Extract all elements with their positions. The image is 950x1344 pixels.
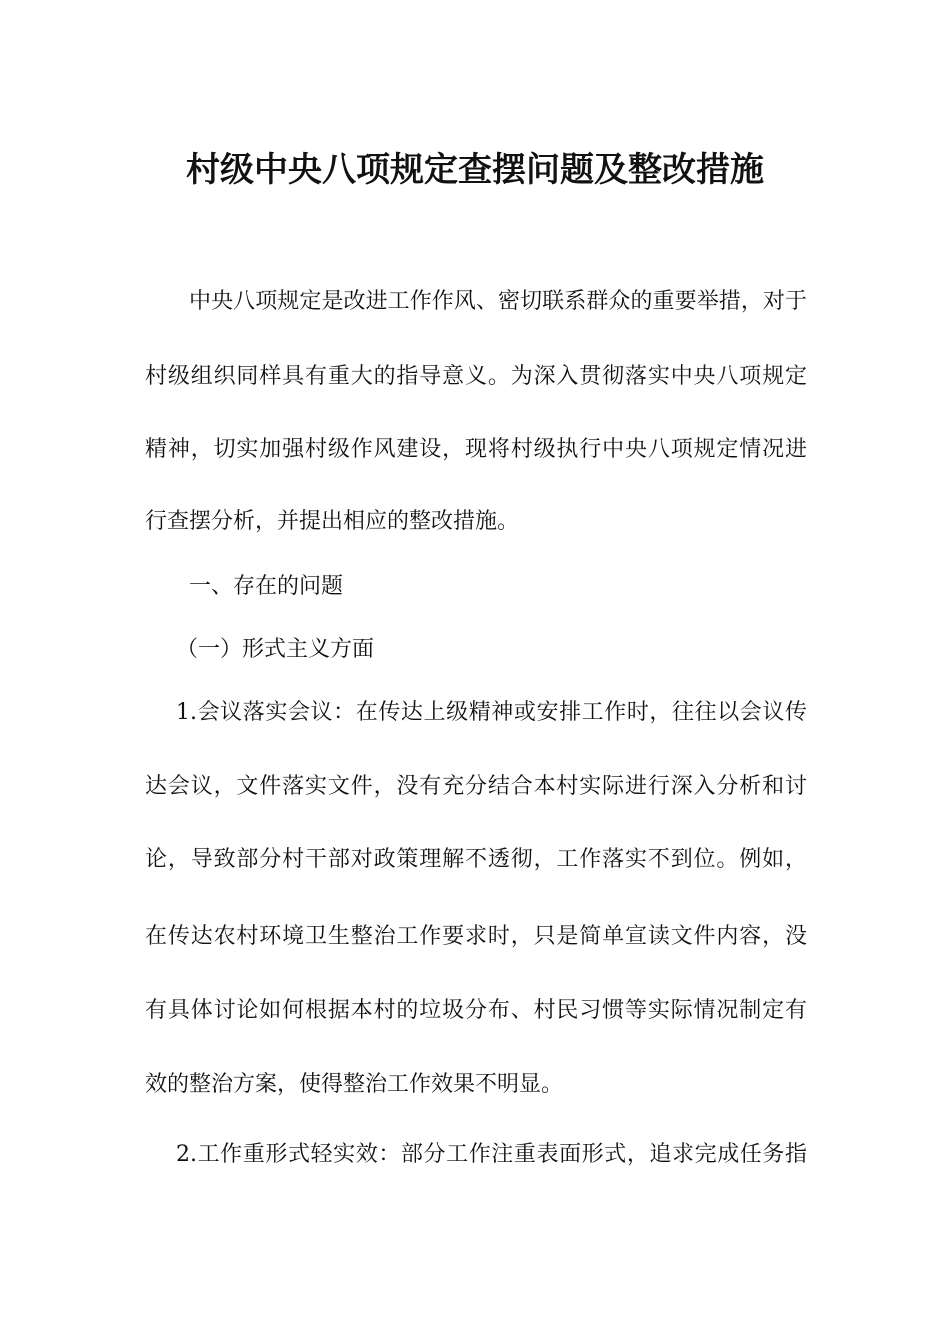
paragraph-line: 论，导致部分村干部对政策理解不透彻，工作落实不到位。例如，: [145, 847, 807, 872]
paragraph-line: 达会议，文件落实文件，没有充分结合本村实际进行深入分析和讨: [145, 774, 807, 799]
paragraph-line: 村级组织同样具有重大的指导意义。为深入贯彻落实中央八项规定: [145, 364, 807, 389]
paragraph-line: 中央八项规定是改进工作作风、密切联系群众的重要举措，对于: [189, 289, 807, 314]
document-title: 村级中央八项规定查摆问题及整改措施: [186, 150, 764, 190]
subsection-heading: （一）形式主义方面: [176, 637, 375, 662]
paragraph-line: 效的整治方案，使得整治工作效果不明显。: [145, 1072, 564, 1097]
paragraph-line: 精神，切实加强村级作风建设，现将村级执行中央八项规定情况进: [145, 437, 807, 462]
paragraph-line: 在传达农村环境卫生整治工作要求时，只是简单宣读文件内容，没: [145, 924, 807, 949]
paragraph-line: 2.工作重形式轻实效：部分工作注重表面形式，追求完成任务指: [176, 1142, 807, 1167]
paragraph-line: 1.会议落实会议：在传达上级精神或安排工作时，往往以会议传: [176, 700, 807, 725]
section-heading: 一、存在的问题: [189, 574, 344, 599]
paragraph-line: 有具体讨论如何根据本村的垃圾分布、村民习惯等实际情况制定有: [145, 998, 807, 1023]
paragraph-line: 行查摆分析，并提出相应的整改措施。: [145, 509, 520, 534]
